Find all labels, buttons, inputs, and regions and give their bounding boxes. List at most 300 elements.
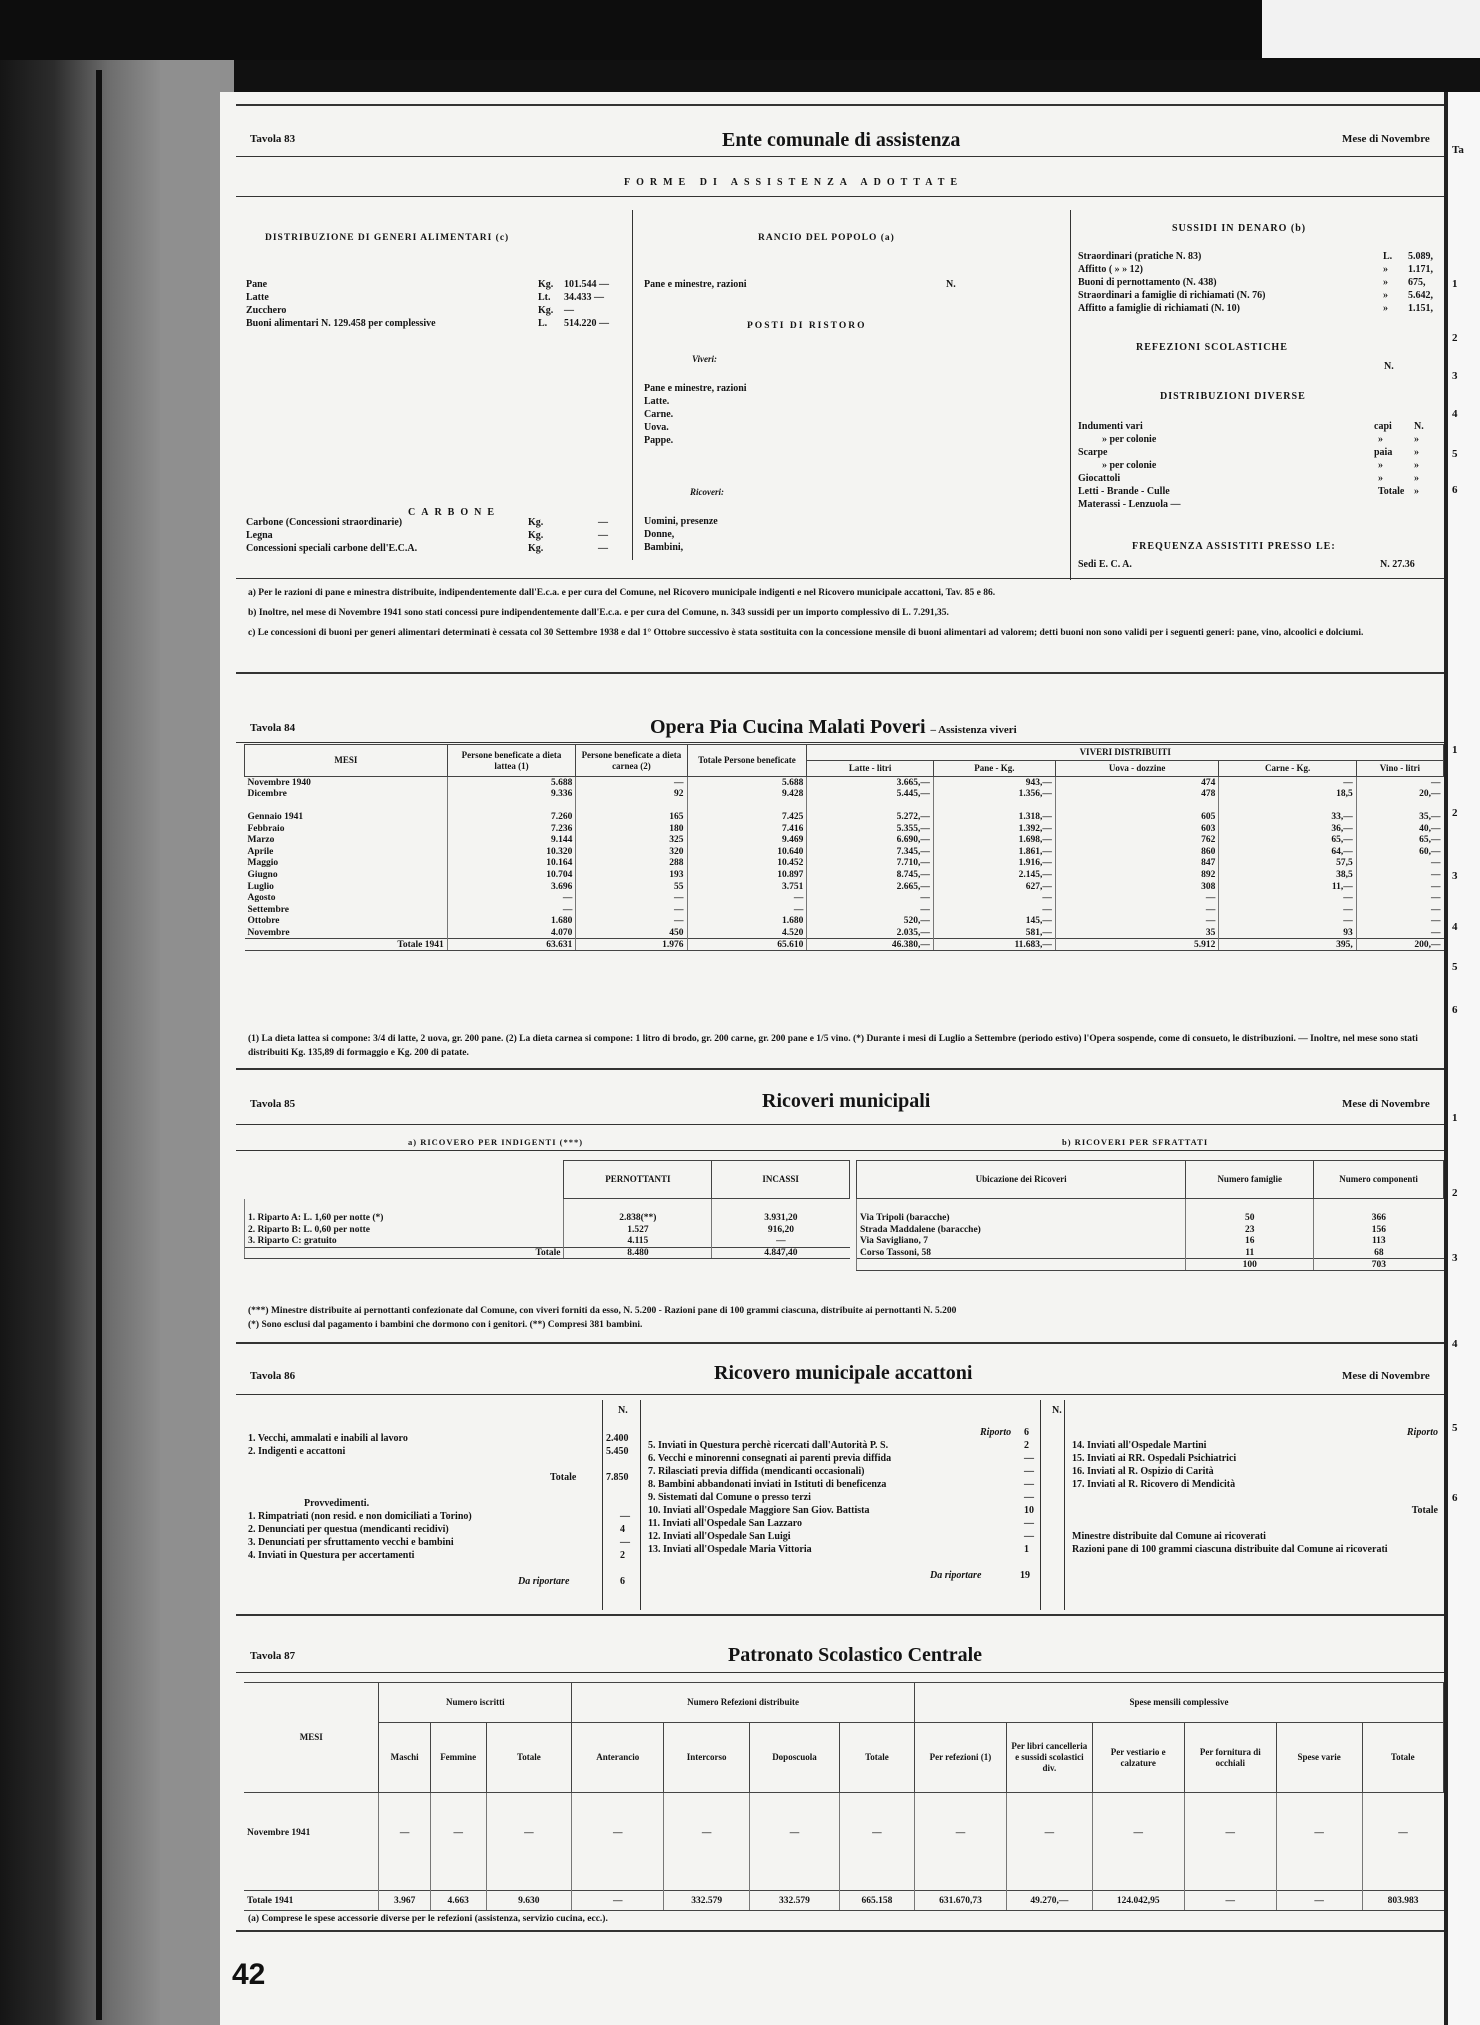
row-unit: Kg. (528, 543, 544, 554)
row-label: Pane e minestre, razioni (644, 279, 747, 290)
col-header: Uova - dozzine (1055, 761, 1219, 777)
col-group-header: Numero Refezioni distribuite (572, 1683, 915, 1723)
row-value: 1.151, (1408, 303, 1433, 314)
cell: 943,— (933, 777, 1055, 789)
col-header: PERNOTTANTI (564, 1161, 712, 1199)
cell: 581,— (933, 927, 1055, 939)
row-value: — (1024, 1492, 1034, 1503)
cell: — (1219, 904, 1356, 916)
cell: 703 (1314, 1259, 1444, 1271)
row-label: 11. Inviati all'Ospedale San Lazzaro (648, 1518, 802, 1529)
cell: 627,— (933, 881, 1055, 893)
section-heading: RANCIO DEL POPOLO (a) (758, 233, 895, 243)
carry-label: Riporto (980, 1427, 1012, 1438)
row-label: Buoni alimentari N. 129.458 per complessive (246, 318, 436, 329)
sub-heading: a) RICOVERO PER INDIGENTI (***) (408, 1137, 584, 1147)
col-header: Per libri cancelleria e sussidi scolastici div. (1006, 1723, 1092, 1793)
col-header: Anterancio (572, 1723, 664, 1793)
cell: 5.272,— (807, 811, 933, 823)
cell: 193 (576, 869, 687, 881)
col-header: MESI (244, 1683, 379, 1793)
cell: 40,— (1356, 823, 1443, 835)
table-title (650, 716, 1017, 741)
col-group-header: VIVERI DISTRIBUITI (807, 745, 1444, 761)
cell: 8.480 (564, 1247, 712, 1259)
row-label: 1. Vecchi, ammalati e inabili al lavoro (248, 1433, 408, 1444)
tavola-label: Tavola 85 (250, 1098, 296, 1110)
cell: 3.931,20 (712, 1213, 850, 1225)
cell: — (1219, 916, 1356, 928)
sub-heading: b) RICOVERI PER SFRATTATI (1062, 1137, 1209, 1147)
row-label: 7. Rilasciati previa diffida (mendicanti occasionali) (648, 1466, 865, 1477)
total-label: Totale (1411, 1505, 1438, 1516)
cell: — (687, 892, 807, 904)
col-header: Carne - Kg. (1219, 761, 1356, 777)
row-label: 5. Inviati in Questura perchè ricercati dall'Autorità P. S. (648, 1440, 889, 1451)
row-label: 2. Riparto B: L. 0,60 per notte (245, 1224, 564, 1236)
column-divider (632, 210, 633, 560)
carry-label: Riporto (1406, 1427, 1438, 1438)
row-label: Letti - Brande - Culle (1078, 486, 1170, 497)
row-value: 1.171, (1408, 264, 1433, 275)
row-label: Donne, (644, 529, 675, 540)
cell: 7.425 (687, 811, 807, 823)
table-title: Ricovero municipale accattoni (714, 1362, 973, 1384)
col-header: Intercorso (664, 1723, 750, 1793)
cell: 10.164 (447, 858, 576, 870)
table-row (245, 892, 1444, 904)
table-row (245, 823, 1444, 835)
row-label: Gennaio 1941 (247, 812, 304, 823)
section-heading: CARBONE (408, 507, 501, 518)
row-value: — (620, 1511, 630, 1522)
footnote: (*) Sono esclusi dal pagamento i bambini che dormono con i genitori. (**) Compresi 381 bambini. (248, 1320, 643, 1330)
cell: — (447, 892, 576, 904)
cell: 6.690,— (807, 834, 933, 846)
cell: 9.428 (687, 788, 807, 800)
section-heading: FREQUENZA ASSISTITI PRESSO LE: (1132, 541, 1336, 552)
row-label: 3. Denunciati per sfruttamento vecchi e bambini (248, 1537, 454, 1548)
col-header: MESI (245, 745, 448, 777)
row-label: Pappe. (644, 435, 674, 446)
margin-mark: 5 (1452, 961, 1458, 973)
cell: 10.897 (687, 869, 807, 881)
cell: 916,20 (712, 1224, 850, 1236)
group-label: Ricoveri: (690, 487, 724, 497)
row-value: 5.450 (606, 1446, 629, 1457)
cell: 23 (1186, 1224, 1314, 1236)
cell: 2.665,— (807, 881, 933, 893)
row-unit: paia (1374, 447, 1393, 458)
cell: 605 (1055, 811, 1219, 823)
footnote: (***) Minestre distribuite ai pernottanti confezionate dal Comune, con viveri forniti da esso, N. 5.200 - Razioni pane di 100 grammi ciascuna, distribuite ai pernottanti N. 5.200 (248, 1306, 957, 1316)
table-row (245, 904, 1444, 916)
scan-border-top (0, 0, 1480, 60)
cell: 3.665,— (807, 777, 933, 789)
row-label: Legna (246, 530, 273, 541)
cell: 38,5 (1219, 869, 1356, 881)
cell: — (576, 892, 687, 904)
margin-mark: 2 (1452, 332, 1458, 344)
rancio-list (644, 278, 956, 291)
row-value: 2 (1024, 1440, 1029, 1451)
col-header: Vino - litri (1356, 761, 1443, 777)
row-label: Ottobre (247, 916, 280, 927)
cell: 308 (1055, 881, 1219, 893)
row-label: Straordinari a famiglie di richiamati (N. 76) (1078, 290, 1266, 301)
margin-mark: 6 (1452, 1004, 1458, 1016)
cell: 7.260 (447, 811, 576, 823)
column-divider (640, 1400, 641, 1610)
cell: — (1219, 892, 1356, 904)
accattoni-col2 (648, 1426, 1052, 1582)
col-header: Numero componenti (1314, 1161, 1444, 1199)
row-unit: » (1378, 473, 1383, 484)
row-label: Concessioni speciali carbone dell'E.C.A. (246, 543, 418, 554)
page-number: 42 (232, 1958, 266, 1991)
cell: 20,— (1356, 788, 1443, 800)
row-label: Uova. (644, 422, 669, 433)
cell: — (1356, 869, 1443, 881)
cell: — (1276, 1823, 1362, 1843)
col-header (245, 1161, 564, 1199)
cell: 1.916,— (933, 858, 1055, 870)
cell: 35 (1055, 927, 1219, 939)
cell: — (1055, 892, 1219, 904)
cell: 200,— (1356, 939, 1443, 951)
row-value: » (1414, 460, 1419, 471)
cell (576, 800, 687, 812)
col-header: Pane - Kg. (933, 761, 1055, 777)
cell: 10.640 (687, 846, 807, 858)
cell: 3.696 (447, 881, 576, 893)
cell: 603 (1055, 823, 1219, 835)
row-unit: » (1383, 264, 1388, 275)
row-label: Settembre (247, 904, 290, 915)
row-value: 4 (620, 1524, 625, 1535)
cell: 2.838(**) (564, 1213, 712, 1225)
total-row (245, 939, 1444, 951)
section-heading: POSTI DI RISTORO (747, 321, 867, 331)
month-label: Mese di Novembre (1342, 1370, 1430, 1382)
row-label: Latte. (644, 396, 670, 407)
row-label: Minestre distribuite dal Comune ai ricoverati (1072, 1531, 1266, 1542)
col-header: Femmine (430, 1723, 486, 1793)
row-value: 101.544 — (564, 279, 609, 290)
cell: — (1219, 777, 1356, 789)
distribuzioni-list (1078, 420, 1444, 511)
row-unit: Lt. (538, 292, 551, 303)
cell: 64,— (1219, 846, 1356, 858)
cell: — (1356, 777, 1443, 789)
row-label: 2. Indigenti e accattoni (248, 1446, 346, 1457)
cell: 860 (1055, 846, 1219, 858)
col-header: Doposcuola (749, 1723, 839, 1793)
cell: — (1356, 904, 1443, 916)
total-label: Totale (550, 1472, 577, 1483)
ricoveri-list (644, 515, 956, 554)
margin-mark: 6 (1452, 484, 1458, 496)
row-label: 14. Inviati all'Ospedale Martini (1072, 1440, 1207, 1451)
accattoni-col3 (1072, 1426, 1444, 1569)
footnote: a) Per le razioni di pane e minestra distribuite, indipendentemente dall'E.c.a. e per cura del Comune, nel Ricovero municipale indigenti e nel Ricovero municipale accattoni, Tav. 85 e 86. (248, 588, 996, 598)
cell: 892 (1055, 869, 1219, 881)
table-row (245, 881, 1444, 893)
col-header: Per vestiario e calzature (1092, 1723, 1184, 1793)
cell: 4.070 (447, 927, 576, 939)
col-header: INCASSI (712, 1161, 850, 1199)
table-row (245, 858, 1444, 870)
row-value: » (1414, 486, 1419, 497)
cell (687, 800, 807, 812)
book-spine-edge (96, 70, 102, 2020)
rule (236, 1614, 1444, 1616)
cell: 100 (1186, 1259, 1314, 1271)
cell: 49.270,— (1006, 1891, 1092, 1911)
row-value: 5.089, (1408, 251, 1433, 262)
cell: 50 (1186, 1213, 1314, 1225)
cell: 762 (1055, 834, 1219, 846)
section-subtitle: FORME DI ASSISTENZA ADOTTATE (624, 177, 964, 188)
facing-page-edge (1444, 92, 1480, 2025)
row-label: Marzo (247, 835, 275, 846)
refezioni-value: N. (1384, 361, 1394, 372)
row-value: — (598, 517, 608, 528)
cell: 1.861,— (933, 846, 1055, 858)
row-label: Razioni pane di 100 grammi ciascuna distribuite dal Comune ai ricoverati (1072, 1544, 1388, 1555)
row-label: » per colonie (1102, 434, 1157, 445)
table-title: Patronato Scolastico Centrale (728, 1644, 983, 1666)
footnotes (248, 586, 1444, 640)
row-label: Febbraio (247, 823, 285, 834)
row-label: 4. Inviati in Questura per accertamenti (248, 1550, 415, 1561)
cell: 16 (1186, 1236, 1314, 1248)
row-value: — (1024, 1479, 1034, 1490)
cell: — (572, 1891, 664, 1911)
cell: 9.336 (447, 788, 576, 800)
section-heading: DISTRIBUZIONI DIVERSE (1160, 391, 1306, 402)
table-row (245, 869, 1444, 881)
cell: — (576, 777, 687, 789)
cell: — (1356, 927, 1443, 939)
cell: 366 (1314, 1213, 1444, 1225)
cell: 847 (1055, 858, 1219, 870)
margin-mark: 4 (1452, 408, 1458, 420)
table-row (245, 800, 1444, 812)
cell: — (576, 904, 687, 916)
cell (807, 800, 933, 812)
row-label: Novembre 1941 (247, 1827, 311, 1838)
margin-mark: 3 (1452, 1252, 1458, 1264)
footnote: c) Le concessioni di buoni per generi alimentari determinati è cessata col 30 Settembre 1938 e dal 1° Ottobre successivo è stata sostituita con la concessione mensile di buoni alimentari ad valorem; detti buoni non sono validi per i seguenti generi: pane, vino, alcoolici e dolciumi. (248, 628, 1364, 638)
cell: 9.630 (486, 1891, 572, 1911)
tavola-label: Tavola 86 (250, 1370, 296, 1382)
rule-top (236, 104, 1444, 106)
cell: 60,— (1356, 846, 1443, 858)
carbone-list (246, 516, 632, 555)
cell: 5.445,— (807, 788, 933, 800)
row-label: Pane e minestre, razioni (644, 383, 747, 394)
cell: 10.704 (447, 869, 576, 881)
section-heading: SUSSIDI IN DENARO (b) (1172, 223, 1307, 234)
row-unit: » (1383, 290, 1388, 301)
row-label: Totale 1941 (245, 939, 448, 951)
cell: — (687, 904, 807, 916)
cell: — (1362, 1823, 1443, 1843)
section-heading: DISTRIBUZIONE DI GENERI ALIMENTARI (c) (265, 233, 510, 243)
cell: 478 (1055, 788, 1219, 800)
col-header: Numero famiglie (1186, 1161, 1314, 1199)
cell: 46.380,— (807, 939, 933, 951)
margin-mark: 3 (1452, 370, 1458, 382)
margin-mark: 3 (1452, 870, 1458, 882)
col-header: Per refezioni (1) (914, 1723, 1006, 1793)
rule (236, 1930, 1444, 1932)
cell (933, 800, 1055, 812)
row-label: Carne. (644, 409, 674, 420)
group-label: Provvedimenti. (304, 1498, 370, 1509)
row-label: Giugno (247, 870, 278, 881)
row-label: Novembre (247, 927, 290, 938)
row-label: 17. Inviati al R. Ricovero di Mendicità (1072, 1479, 1236, 1490)
cell (1055, 800, 1219, 812)
book-spine-shadow (0, 60, 180, 2025)
col-header: Persone beneficate a dieta carnea (2) (576, 745, 687, 777)
row-label: 1. Riparto A: L. 1,60 per notte (*) (245, 1213, 564, 1225)
cell: 124.042,95 (1092, 1891, 1184, 1911)
cell: 1.356,— (933, 788, 1055, 800)
cell: 320 (576, 846, 687, 858)
rule (236, 1672, 1444, 1673)
cell: 8.745,— (807, 869, 933, 881)
cell: — (1055, 916, 1219, 928)
table-body (245, 777, 1444, 951)
cell: 2.035,— (807, 927, 933, 939)
row-label: Giocattoli (1078, 473, 1121, 484)
row-unit: Totale (1378, 486, 1405, 497)
cell: 332.579 (749, 1891, 839, 1911)
row-value: 34.433 — (564, 292, 604, 303)
row-unit: Kg. (538, 305, 554, 316)
row-label: 9. Sistemati dal Comune o presso terzi (648, 1492, 811, 1503)
patronato-table (244, 1682, 1444, 1911)
cell: 4.520 (687, 927, 807, 939)
cell: 165 (576, 811, 687, 823)
row-label: Indumenti vari (1078, 421, 1143, 432)
row-label: Maggio (247, 858, 279, 869)
carry-value: 6 (620, 1576, 625, 1587)
cell: 68 (1314, 1247, 1444, 1259)
row-value: — (1024, 1466, 1034, 1477)
margin-mark: 4 (1452, 1338, 1458, 1350)
cell: 180 (576, 823, 687, 835)
month-label: Mese di Novembre (1342, 1098, 1430, 1110)
row-label: Pane (246, 279, 268, 290)
cell: 474 (1055, 777, 1219, 789)
margin-mark: 2 (1452, 807, 1458, 819)
row-value: 1 (1024, 1544, 1029, 1555)
tavola-label: Tavola 83 (250, 133, 296, 145)
cell: — (1276, 1891, 1362, 1911)
col-header: N. (618, 1405, 628, 1416)
margin-mark: 4 (1452, 921, 1458, 933)
row-label: Totale 1941 (244, 1891, 379, 1911)
row-value: N. (1414, 421, 1424, 432)
row-label: Corso Tassoni, 58 (857, 1247, 1186, 1259)
row-value: 10 (1024, 1505, 1034, 1516)
ricovero-indigenti-table (244, 1160, 850, 1259)
row-label: 15. Inviati ai RR. Ospedali Psichiatrici (1072, 1453, 1237, 1464)
row-label: Sedi E. C. A. (1078, 559, 1132, 570)
viveri-list (644, 382, 956, 447)
col-header: Totale Persone beneficate (687, 745, 807, 777)
cell: 113 (1314, 1236, 1444, 1248)
cell: 332.579 (664, 1891, 750, 1911)
cell: — (807, 904, 933, 916)
margin-mark: Ta (1452, 144, 1464, 156)
cell: 65,— (1219, 834, 1356, 846)
row-label: Affitto a famiglie di richiamati (N. 10) (1078, 303, 1240, 314)
table-title: Ricoveri municipali (762, 1090, 931, 1112)
cell: 5.688 (447, 777, 576, 789)
col-header: Ubicazione dei Ricoveri (857, 1161, 1186, 1199)
cell: — (1184, 1891, 1276, 1911)
cell: 1.698,— (933, 834, 1055, 846)
row-label: Via Tripoli (baracche) (857, 1213, 1186, 1225)
col-header: N. (1052, 1405, 1062, 1416)
table-row (245, 777, 1444, 789)
row-value: 514.220 — (564, 318, 609, 329)
table-row (245, 927, 1444, 939)
cell: 7.416 (687, 823, 807, 835)
footnote: (1) La dieta lattea si compone: 3/4 di latte, 2 uova, gr. 200 pane. (2) La dieta carnea si compone: 1 litro di brodo, gr. 200 carne, gr. 200 pane e 1/5 vino. (*) Durante i mesi di Luglio a Settembre (periodo estivo) l'Opera sospende, come di consueto, le distribuzioni. — Inoltre, nel mese sono stati distribuiti Kg. 135,89 di formaggio e Kg. 200 di patate. (248, 1034, 1418, 1058)
month-label: Mese di Novembre (1342, 133, 1430, 145)
rule (236, 578, 1444, 579)
cell: 18,5 (1219, 788, 1356, 800)
carry-value: 6 (1024, 1427, 1029, 1438)
cell: 9.469 (687, 834, 807, 846)
row-unit: » (1378, 460, 1383, 471)
scan-border-light (1262, 0, 1480, 58)
rule (236, 1394, 1444, 1395)
cell: 803.983 (1362, 1891, 1443, 1911)
cell: 10.452 (687, 858, 807, 870)
row-label: Novembre 1940 (247, 777, 311, 788)
row-value: — (598, 543, 608, 554)
col-header: Persone beneficate a dieta lattea (1) (447, 745, 576, 777)
row-label: Strada Maddalene (baracche) (857, 1224, 1186, 1236)
row-label (857, 1259, 1186, 1271)
cell (1356, 800, 1443, 812)
margin-mark: 1 (1452, 278, 1458, 290)
row-value: — (564, 305, 574, 316)
cell: 5.688 (687, 777, 807, 789)
row-value: — (620, 1537, 630, 1548)
table-row (245, 788, 1444, 800)
row-label: 16. Inviati al R. Ospizio di Carità (1072, 1466, 1214, 1477)
rule (236, 1150, 1444, 1151)
cell: 36,— (1219, 823, 1356, 835)
cell: 1.976 (576, 939, 687, 951)
cell: 450 (576, 927, 687, 939)
row-label: Luglio (247, 881, 274, 892)
row-label: 6. Vecchi e minorenni consegnati ai parenti previa diffida (648, 1453, 892, 1464)
row-label: Materassi - Lenzuola — (1078, 499, 1181, 510)
margin-mark: 5 (1452, 1422, 1458, 1434)
row-value: — (1024, 1453, 1034, 1464)
row-label: Latte (246, 292, 269, 303)
cell: — (379, 1823, 430, 1843)
